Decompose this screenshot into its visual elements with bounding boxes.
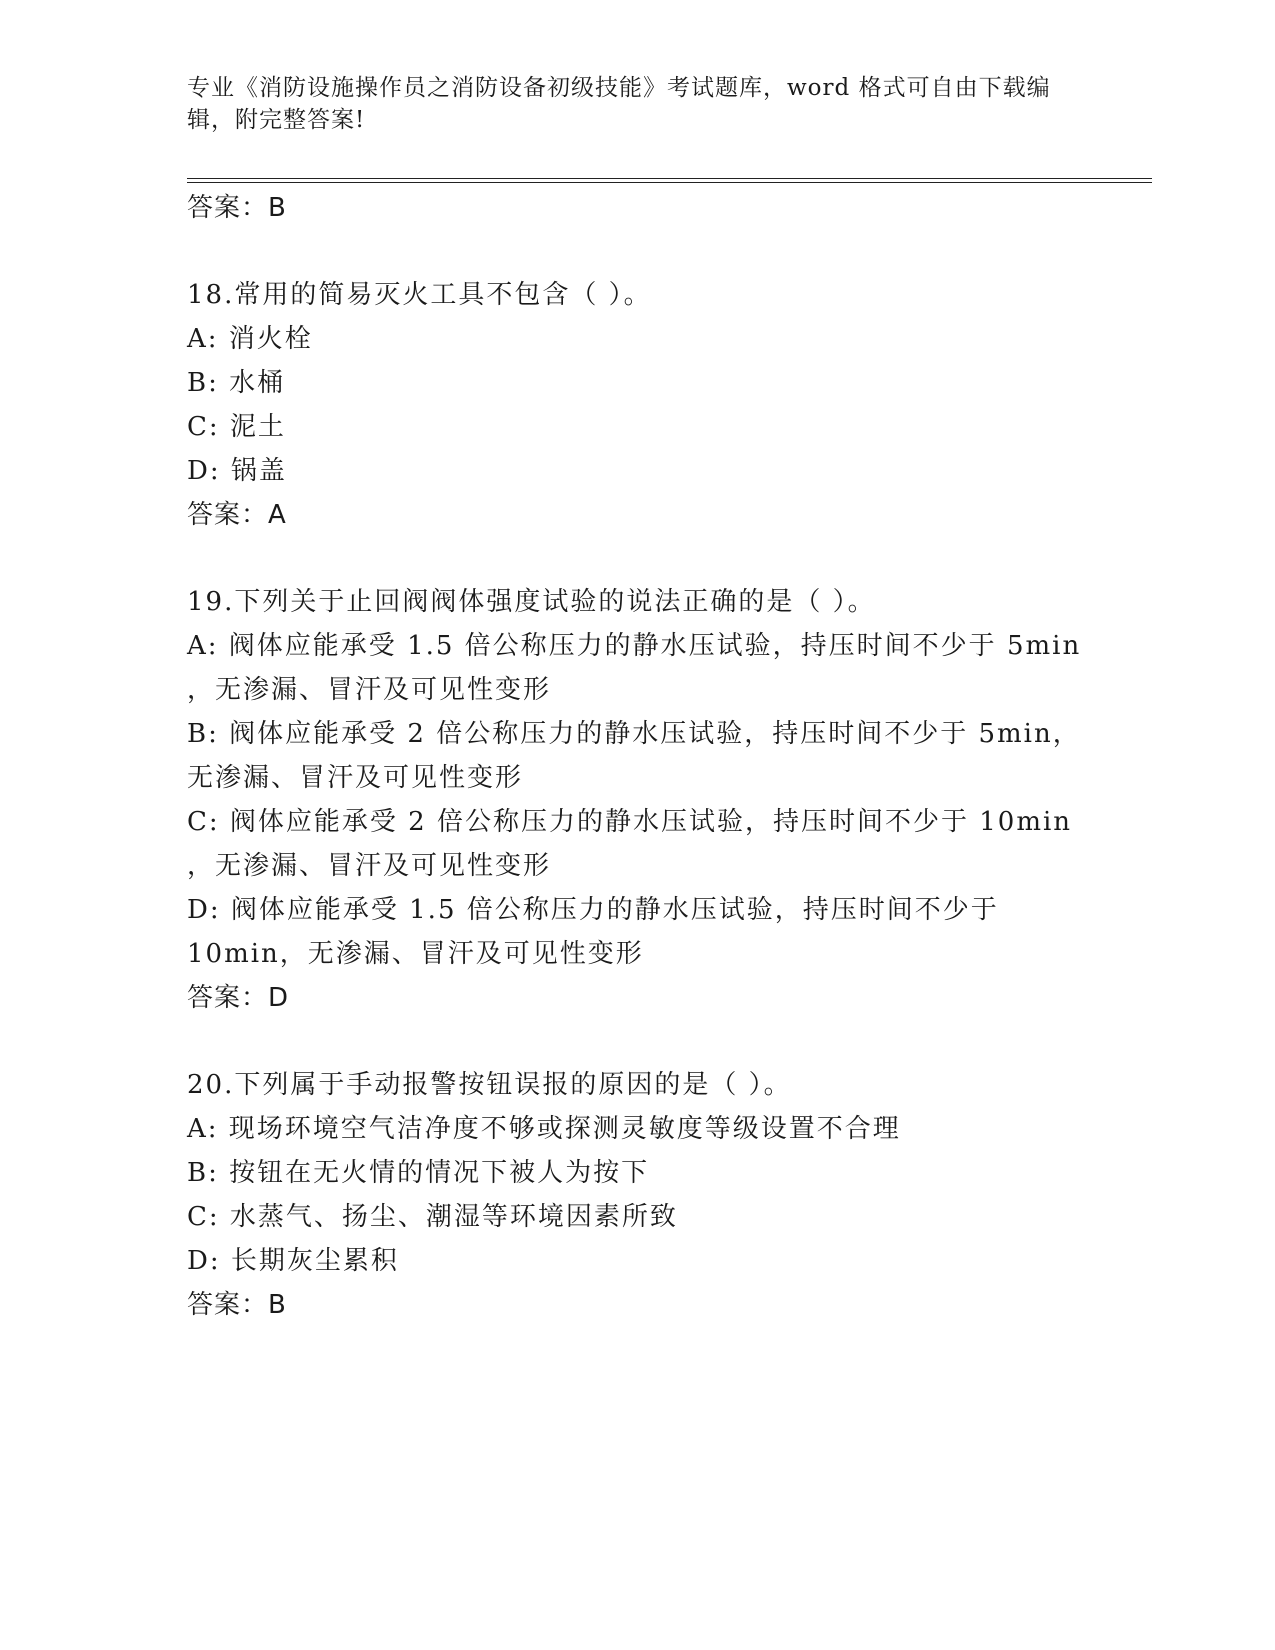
answer-18: 答案：A xyxy=(187,500,287,530)
header-line-2: 辑，附完整答案! xyxy=(187,107,366,133)
question-19-option-d-line2: 10min，无渗漏、冒汗及可见性变形 xyxy=(187,939,644,969)
header-divider-top xyxy=(187,178,1152,179)
answer-19: 答案：D xyxy=(187,983,290,1013)
question-20-option-b: B: 按钮在无火情的情况下被人为按下 xyxy=(187,1158,650,1188)
question-19-option-a-line1: A: 阀体应能承受 1.5 倍公称压力的静水压试验，持压时间不少于 5min xyxy=(187,631,1082,661)
question-19-stem: 19.下列关于止回阀阀体强度试验的说法正确的是（ ）。 xyxy=(187,587,876,617)
question-19-option-c-line2: ，无渗漏、冒汗及可见性变形 xyxy=(187,851,552,881)
question-19-option-b-line2: 无渗漏、冒汗及可见性变形 xyxy=(187,763,524,793)
question-18-option-b: B: 水桶 xyxy=(187,368,286,398)
header-divider-bottom xyxy=(187,182,1152,183)
question-20-option-c: C: 水蒸气、扬尘、潮湿等环境因素所致 xyxy=(187,1202,678,1232)
question-19-option-b-line1: B: 阀体应能承受 2 倍公称压力的静水压试验，持压时间不少于 5min， xyxy=(187,719,1081,749)
question-19-option-a-line2: ，无渗漏、冒汗及可见性变形 xyxy=(187,675,552,705)
question-19-option-d-line1: D: 阀体应能承受 1.5 倍公称压力的静水压试验，持压时间不少于 xyxy=(187,895,999,925)
document-header xyxy=(187,72,1087,136)
question-19-option-c-line1: C: 阀体应能承受 2 倍公称压力的静水压试验，持压时间不少于 10min xyxy=(187,807,1073,837)
question-18-option-a: A: 消火栓 xyxy=(187,324,313,354)
answer-17: 答案：B xyxy=(187,193,287,223)
question-18-stem: 18.常用的简易灭火工具不包含（ ）。 xyxy=(187,280,652,310)
question-20-option-a: A: 现场环境空气洁净度不够或探测灵敏度等级设置不合理 xyxy=(187,1114,901,1144)
question-20-stem: 20.下列属于手动报警按钮误报的原因的是（ ）。 xyxy=(187,1070,792,1100)
question-18-option-c: C: 泥土 xyxy=(187,412,286,442)
answer-20: 答案：B xyxy=(187,1290,287,1320)
header-line-1: 专业《消防设施操作员之消防设备初级技能》考试题库，word 格式可自由下载编 xyxy=(187,75,1051,101)
question-18-option-d: D: 锅盖 xyxy=(187,456,287,486)
question-20-option-d: D: 长期灰尘累积 xyxy=(187,1246,399,1276)
